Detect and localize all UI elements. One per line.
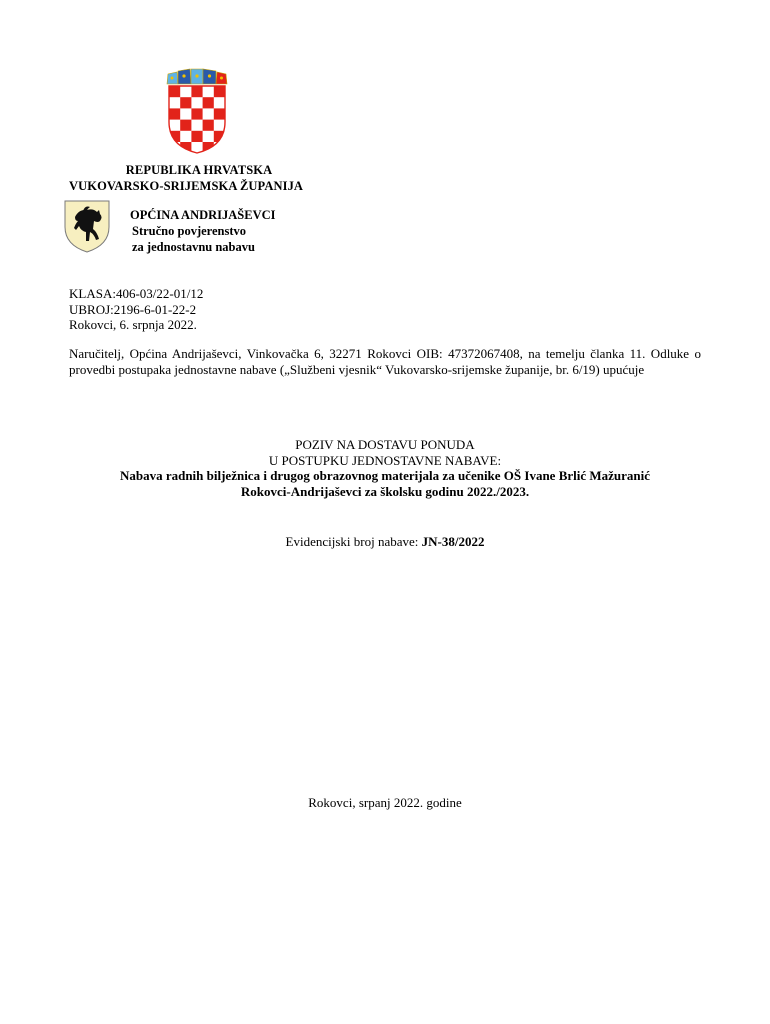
urbroj-number: UBROJ:2196-6-01-22-2 — [69, 301, 197, 317]
municipality-block — [130, 207, 276, 255]
procurement-subject-line-2: Rokovci-Andrijaševci za školsku godinu 2022./2023. — [240, 483, 530, 499]
municipality-name: OPĆINA ANDRIJAŠEVCI — [130, 208, 276, 222]
office-line-2: za jednostavnu nabavu — [132, 240, 255, 254]
county-name: VUKOVARSKO-SRIJEMSKA ŽUPANIJA — [69, 179, 304, 193]
evidence-number-label: Evidencijski broj nabave: — [285, 534, 422, 549]
document-metadata — [69, 286, 203, 333]
title-line-2: U POSTUPKU JEDNOSTAVNE NABAVE: — [268, 452, 502, 468]
country-name: REPUBLIKA HRVATSKA — [125, 163, 273, 177]
andrijasevci-shield-icon — [63, 199, 111, 253]
place-and-date: Rokovci, 6. srpnja 2022. — [69, 317, 197, 332]
croatian-coat-of-arms-icon — [165, 68, 229, 154]
evidence-number-line — [0, 534, 770, 550]
footer-place-date: Rokovci, srpanj 2022. godine — [308, 795, 462, 810]
intro-paragraph — [69, 346, 701, 377]
document-title — [60, 437, 710, 499]
office-line-1: Stručno povjerenstvo — [132, 224, 247, 238]
intro-text: Naručitelj, Općina Andrijaševci, Vinkovačka 6, 32271 Rokovci OIB: 47372067408, na temelju članka 11. Odluke o provedbi postupaka jednostavne nabave („Službeni vjesnik“ Vukovarsko-srijemske županije, br. 6/19) upućuje — [69, 346, 701, 377]
title-line-1: POZIV NA DOSTAVU PONUDA — [295, 437, 475, 452]
evidence-number-value: JN-38/2022 — [421, 534, 485, 549]
procurement-subject-line-1: Nabava radnih bilježnica i drugog obrazovnog materijala za učenike OŠ Ivane Brlić Mažuranić — [119, 468, 651, 483]
klasa-number: KLASA:406-03/22-01/12 — [69, 286, 204, 301]
